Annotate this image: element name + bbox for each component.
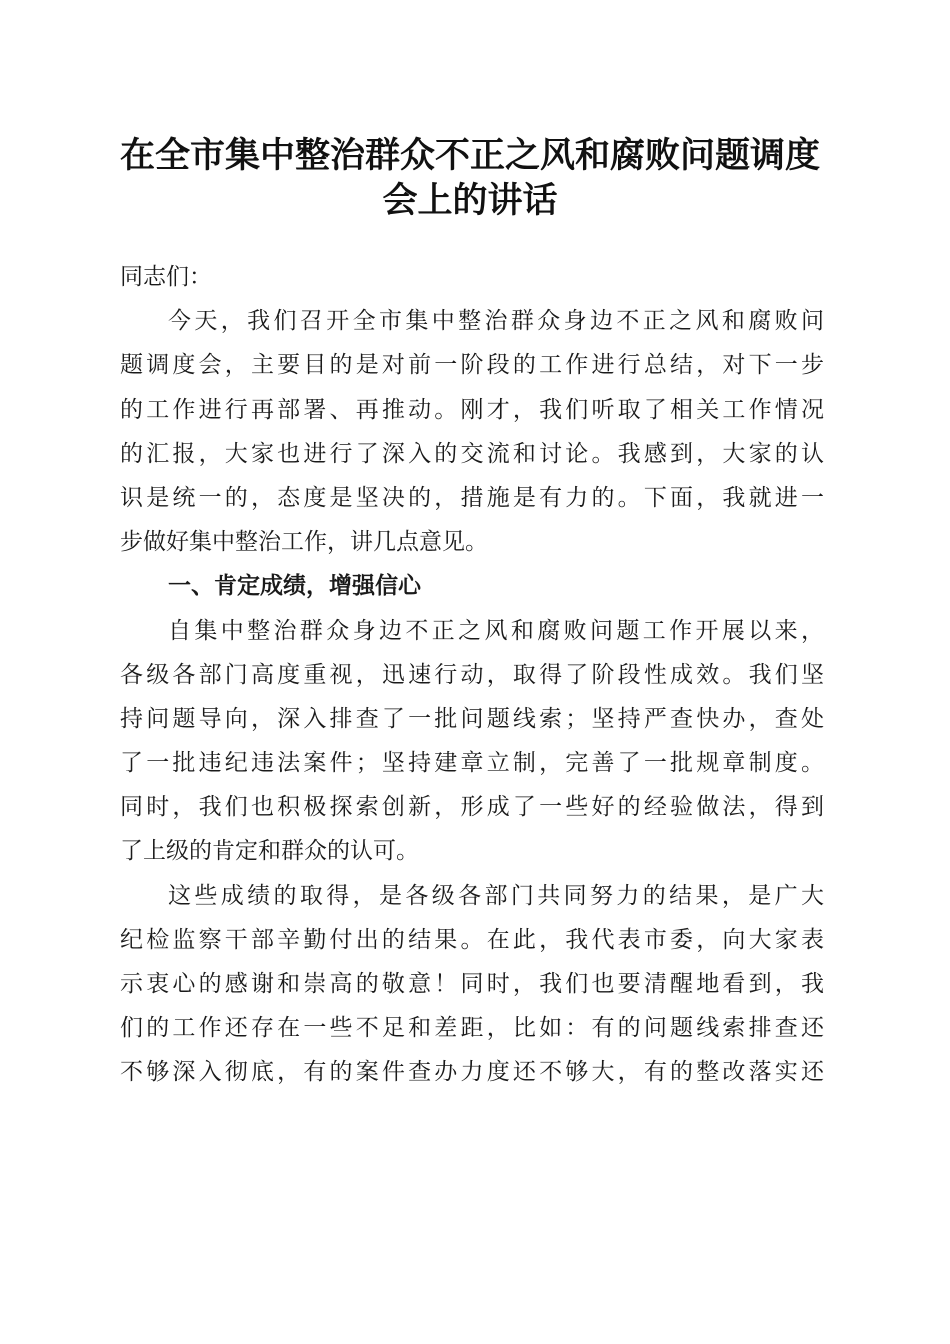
paragraph-3-line: 纪检监察干部辛勤付出的结果。在此，我代表市委，向大家表 [120,926,824,953]
paragraph-1-line: 步做好集中整治工作，讲几点意见。 [120,529,488,556]
paragraph-2-line: 了上级的肯定和群众的认可。 [120,838,419,865]
salutation: 同志们： [120,264,212,290]
document-title [100,133,840,223]
paragraph-1-line: 的工作进行再部署、再推动。刚才，我们听取了相关工作情况 [120,396,824,423]
paragraph-2 [120,609,824,874]
paragraph-2-line: 自集中整治群众身边不正之风和腐败问题工作开展以来， [168,617,824,644]
paragraph-1-line: 识是统一的，态度是坚决的，措施是有力的。下面，我就进一 [120,484,824,511]
title-line-2: 会上的讲话 [382,180,558,221]
paragraph-2-line: 同时，我们也积极探索创新，形成了一些好的经验做法，得到 [120,794,824,821]
paragraph-2-line: 了一批违纪违法案件；坚持建章立制，完善了一批规章制度。 [120,750,824,777]
document-body [120,255,824,1095]
paragraph-3-line: 这些成绩的取得，是各级各部门共同努力的结果，是广大 [168,882,824,909]
paragraph-1 [120,299,824,564]
paragraph-3-line: 示衷心的感谢和崇高的敬意！同时，我们也要清醒地看到，我 [120,971,824,997]
paragraph-3 [120,874,824,1095]
paragraph-3-line: 们的工作还存在一些不足和差距，比如：有的问题线索排查还 [120,1015,824,1042]
section-heading-1: 一、肯定成绩，增强信心 [168,573,421,600]
paragraph-2-line: 各级各部门高度重视，迅速行动，取得了阶段性成效。我们坚 [120,661,824,688]
paragraph-1-line: 的汇报，大家也进行了深入的交流和讨论。我感到，大家的认 [120,440,824,467]
paragraph-1-line: 今天，我们召开全市集中整治群众身边不正之风和腐败问 [168,308,824,335]
paragraph-3-line: 不够深入彻底，有的案件查办力度还不够大，有的整改落实还 [120,1059,824,1086]
title-line-1: 在全市集中整治群众不正之风和腐败问题调度 [119,135,820,176]
paragraph-2-line: 持问题导向，深入排查了一批问题线索；坚持严查快办，查处 [120,705,824,732]
paragraph-1-line: 题调度会，主要目的是对前一阶段的工作进行总结，对下一步 [120,352,824,379]
